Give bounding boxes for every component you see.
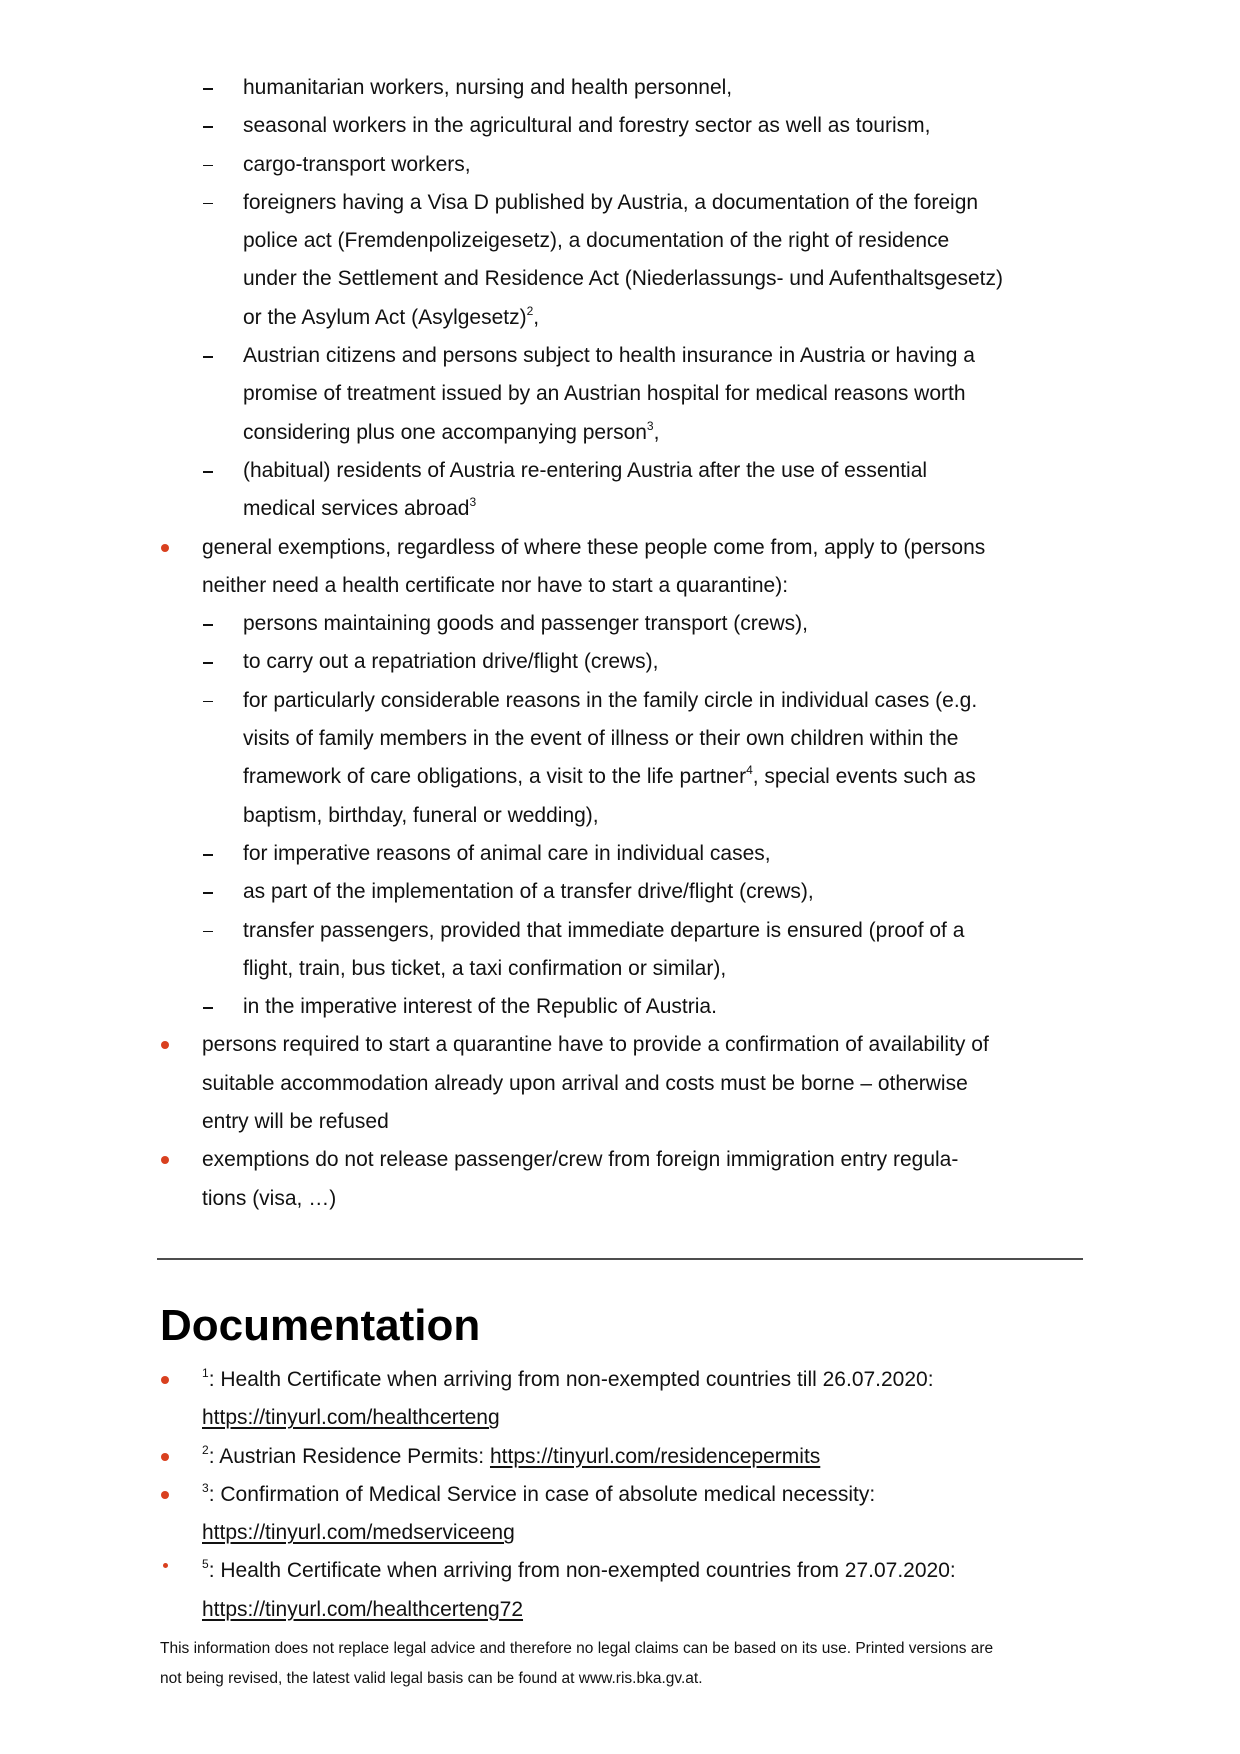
documentation-heading: Documentation xyxy=(160,1301,481,1350)
bullet-dot-icon xyxy=(161,544,169,552)
documentation-list xyxy=(0,1361,1240,1629)
bullet-dot-icon xyxy=(161,1156,169,1164)
bullet-dot-icon xyxy=(163,1563,168,1568)
health-cert-72-link[interactable]: https://tinyurl.com/healthcerteng72 xyxy=(202,1597,524,1621)
general-exemptions-item: general exemptions, regardless of where these people come from, apply to (persons neither need a health certificate nor have to start a quarantine): persons maintaining goods and passenger transport (crews), to carry out a repatriation drive/flight (crews), for particularly considerable reasons in the family circle in individual cases (e.g. visits of family members in the event of illness or their own children within the framework of care obligations, a visit to the life partner$^4$, special events such as baptism, birthday, funeral or wedding), for imperative reasons of animal care in individual cases, as part of the implementation of a transfer drive/flight (crews), transfer passengers, provided that immediate departure is ensured (proof of a flight, train, bus ticket, a taxi confirmation or similar), in the imperative interest of the Republic of Austria. xyxy=(0,529,1240,1027)
footnote-number: 1 xyxy=(202,1366,209,1380)
footnote-number: 3 xyxy=(202,1480,209,1495)
list-item: foreigners having a Visa D published by Austria, a documentation of the foreign police act (Fremdenpolizeigesetz), a documentation of the right of residence under the Settlement and Residence Act (Niederlassungs- und Aufenthaltsgesetz) or the Asylum Act (Asylgesetz)$^2$, xyxy=(243,190,1003,329)
list-item: humanitarian workers, nursing and health personnel, xyxy=(243,76,733,99)
list-item: persons maintaining goods and passenger transport (crews), xyxy=(243,612,808,636)
med-service-link[interactable]: https://tinyurl.com/medserviceeng xyxy=(202,1521,515,1545)
footnote-ref[interactable]: 3 xyxy=(646,418,654,433)
footnote-ref[interactable]: 2 xyxy=(526,303,534,318)
list-item: for imperative reasons of animal care in individual cases, xyxy=(243,841,771,865)
list-item: transfer passengers, provided that immediate departure is ensured (proof of a flight, train, bus ticket, a taxi confirmation or similar), xyxy=(243,918,965,980)
health-cert-link[interactable]: https://tinyurl.com/healthcerteng xyxy=(202,1406,500,1430)
residence-permits-link[interactable]: https://tinyurl.com/residencepermits xyxy=(489,1444,821,1468)
exemption-list xyxy=(0,69,1240,1218)
regulations-item: exemptions do not release passenger/crew from foreign immigration entry regula- tions (visa, …) xyxy=(0,1141,1240,1218)
list-item: seasonal workers in the agricultural and forestry sector as well as tourism, xyxy=(243,114,931,138)
list-item: in the imperative interest of the Republic of Austria. xyxy=(243,995,717,1019)
list-item: (habitual) residents of Austria re-entering Austria after the use of essential medical services abroad$^3$ xyxy=(243,458,928,521)
quarantine-item: persons required to start a quarantine have to provide a confirmation of availability of suitable accommodation already upon arrival and costs must be borne – otherwise entry will be refused xyxy=(0,1026,1240,1141)
list-item: for particularly considerable reasons in the family circle in individual cases (e.g. visits of family members in the event of illness or their own children within the framework of care obligations, a visit to the life partner$^4$, special events such as baptism, birthday, funeral or wedding), xyxy=(243,688,978,827)
bullet-dot-icon xyxy=(161,1491,169,1499)
bullet-dot-icon xyxy=(161,1041,169,1049)
bullet-dot-icon xyxy=(161,1376,169,1384)
doc-item: $^3$: Confirmation of Medical Service in case of absolute medical necessity: https://tinyurl.com/medserviceeng xyxy=(0,1476,1240,1553)
list-item: to carry out a repatriation drive/flight (crews), xyxy=(243,650,659,674)
list-item: Austrian citizens and persons subject to health insurance in Austria or having a promise of treatment issued by an Austrian hospital for medical reasons worth considering plus one accompanying person$^3$, xyxy=(243,344,975,444)
list-item: as part of the implementation of a transfer drive/flight (crews), xyxy=(243,880,814,904)
bullet-dot-icon xyxy=(161,1453,169,1461)
doc-item: $^1$: Health Certificate when arriving from non-exempted countries till 26.07.2020: https://tinyurl.com/healthcerteng xyxy=(0,1361,1240,1438)
list-item: cargo-transport workers, xyxy=(243,152,471,176)
doc-item: $^2$: Austrian Residence Permits: https://tinyurl.com/residencepermits xyxy=(0,1438,1240,1476)
footnote-number: 2 xyxy=(202,1442,209,1457)
footnote-ref[interactable]: 3 xyxy=(469,495,477,510)
footnote-number: 5 xyxy=(202,1557,209,1572)
section-divider xyxy=(157,1258,1083,1260)
doc-item: $^5$: Health Certificate when arriving from non-exempted countries from 27.07.2020: https://tinyurl.com/healthcerteng72 xyxy=(0,1552,1240,1629)
legal-disclaimer: This information does not replace legal advice and therefore no legal claims can be based on its use. Printed versions are not being revised, the latest valid legal basis can be found at www.ris.bka.gv.at. xyxy=(160,1640,994,1687)
footnote-ref[interactable]: 4 xyxy=(746,763,753,778)
